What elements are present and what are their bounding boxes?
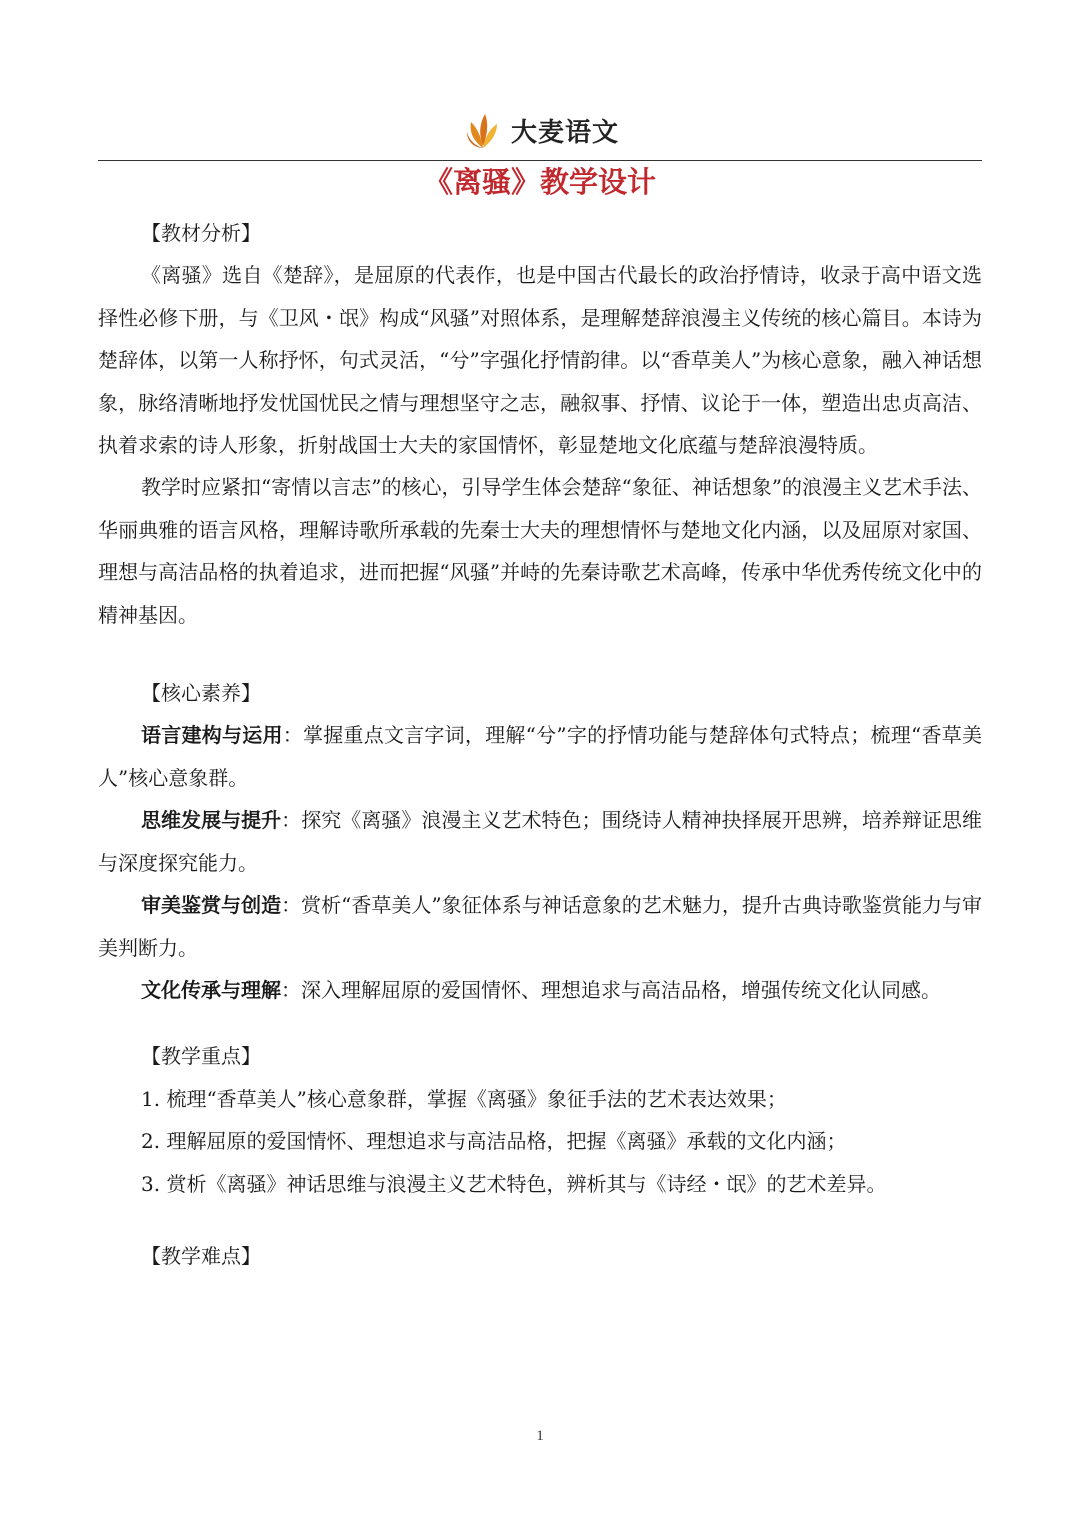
- analysis-paragraph-2: 教学时应紧扣“寄情以言志”的核心，引导学生体会楚辞“象征、神话想象”的浪漫主义艺术手法、华丽典雅的语言风格，理解诗歌所承载的先秦士大夫的理想情怀与楚地文化内涵，以及屈原对家国、理想与高洁品格的执着追求，进而把握“风骚”并峙的先秦诗歌艺术高峰，传承中华优秀传统文化中的精神基因。: [98, 475, 982, 627]
- literacy-term: 文化传承与理解: [141, 977, 281, 1002]
- literacy-term: 语言建构与运用: [141, 723, 283, 748]
- analysis-paragraph-1: 《离骚》选自《楚辞》，是屈原的代表作，也是中国古代最长的政治抒情诗，收录于高中语文选择性必修下册，与《卫风・氓》构成“风骚”对照体系，是理解楚辞浪漫主义传统的核心篇目。本诗为楚辞体，以第一人称抒怀，句式灵活，“兮”字强化抒情韵律。以“香草美人”为核心意象，融入神话想象，脉络清晰地抒发忧国忧民之情与理想坚守之志，融叙事、抒情、议论于一体，塑造出忠贞高洁、执着求索的诗人形象，折射战国士大夫的家国情怀，彰显楚地文化底蕴与楚辞浪漫特质。: [98, 263, 982, 458]
- section-heading-literacy: 【核心素养】: [141, 681, 261, 706]
- key-point-item: 1. 梳理“香草美人”核心意象群，掌握《离骚》象征手法的艺术表达效果；: [141, 1086, 787, 1111]
- logo-text: 大麦语文: [510, 117, 619, 148]
- spacer: [98, 636, 982, 672]
- literacy-text: ：赏析“香草美人”象征体系与神话意象的艺术魅力，提升古典诗歌鉴赏能力与审美判断力。: [98, 893, 982, 960]
- literacy-text: ：掌握重点文言字词，理解“兮”字的抒情功能与楚辞体句式特点；梳理“香草美人”核心意象群。: [98, 723, 982, 790]
- literacy-text: ：深入理解屈原的爱国情怀、理想追求与高洁品格，增强传统文化认同感。: [281, 977, 941, 1002]
- section-heading-analysis: 【教材分析】: [141, 221, 261, 245]
- literacy-term: 审美鉴赏与创造: [141, 893, 282, 918]
- literacy-term: 思维发展与提升: [141, 808, 282, 833]
- key-point-item: 3. 赏析《离骚》神话思维与浪漫主义艺术特色，辨析其与《诗经・氓》的艺术差异。: [141, 1171, 887, 1196]
- header-logo: [0, 108, 1080, 152]
- document-body: [98, 212, 982, 1277]
- literacy-item: [98, 969, 982, 1011]
- literacy-text: ：探究《离骚》浪漫主义艺术特色；围绕诗人精神抉择展开思辨，培养辩证思维与深度探究能力。: [98, 808, 983, 875]
- page-number: 1: [536, 1428, 544, 1444]
- literacy-item: [98, 714, 982, 799]
- spacer: [98, 1205, 982, 1235]
- literacy-item: [98, 884, 982, 969]
- wheat-leaf-icon: [461, 108, 505, 152]
- section-heading-key-points: 【教学重点】: [141, 1044, 261, 1069]
- document-title: 《离骚》教学设计: [423, 165, 656, 199]
- literacy-item: [98, 799, 982, 884]
- spacer: [98, 1011, 982, 1035]
- header-rule: [98, 160, 982, 161]
- key-point-item: 2. 理解屈原的爱国情怀、理想追求与高洁品格，把握《离骚》承载的文化内涵；: [141, 1129, 847, 1154]
- section-heading-difficulties: 【教学难点】: [141, 1243, 261, 1268]
